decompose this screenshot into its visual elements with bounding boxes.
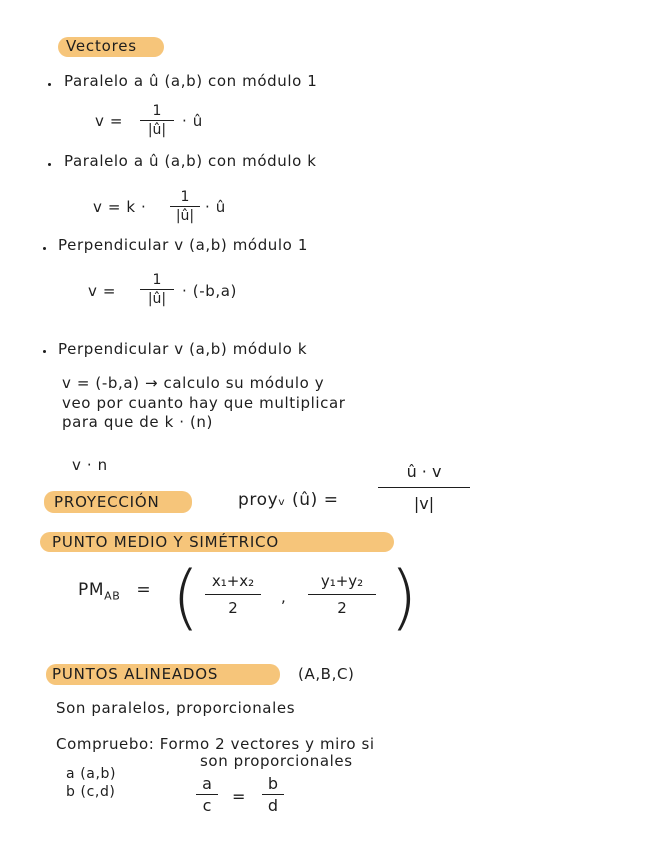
fraction-bar xyxy=(140,289,174,290)
formula-1-den: |û| xyxy=(147,122,167,138)
proyeccion-fraction xyxy=(378,462,470,513)
pm-lhs xyxy=(78,580,151,602)
pm-label: PM xyxy=(78,580,105,600)
bullet xyxy=(48,83,51,86)
fraction-bar xyxy=(308,594,376,595)
alineados-line-1: Son paralelos, proporcionales xyxy=(56,699,296,717)
pm-fraction-y xyxy=(308,572,376,617)
fraction-bar xyxy=(262,794,284,795)
formula-1-lhs: v = xyxy=(95,112,124,130)
ratio-a-num: a xyxy=(202,774,212,793)
pm-comma: , xyxy=(281,588,287,606)
pm-eq: = xyxy=(136,580,152,600)
fraction-bar xyxy=(205,594,261,595)
formula-2-num: 1 xyxy=(180,189,190,205)
proyeccion-title: PROYECCIÓN xyxy=(54,493,160,511)
ratio-b-den: d xyxy=(267,796,279,815)
paralelo-modulo-k-text: Paralelo a û (a,b) con módulo k xyxy=(64,152,317,170)
vector-a: a (a,b) xyxy=(66,766,117,782)
formula-2-rhs: · û xyxy=(205,198,226,216)
formula-3-lhs: v = xyxy=(88,282,117,300)
perpendicular-modulo-1-text: Perpendicular v (a,b) módulo 1 xyxy=(58,236,308,254)
alineados-line-2: Compruebo: Formo 2 vectores y miro si xyxy=(56,735,375,753)
fraction-bar xyxy=(196,794,218,795)
pm-num-x: x₁+x₂ xyxy=(211,572,255,590)
bullet xyxy=(43,247,46,250)
formula-3-rhs: · (-b,a) xyxy=(182,282,237,300)
alineados-line-3: son proporcionales xyxy=(200,752,353,770)
formula-1-rhs: · û xyxy=(182,112,203,130)
perpendicular-line-4: v · n xyxy=(72,456,108,474)
formula-3-fraction xyxy=(140,272,174,307)
alineados-title: PUNTOS ALINEADOS xyxy=(52,665,219,683)
formula-2-fraction xyxy=(170,189,200,224)
paralelo-modulo-1-text: Paralelo a û (a,b) con módulo 1 xyxy=(64,72,318,90)
formula-2-lhs: v = k · xyxy=(93,198,147,216)
perpendicular-line-1: v = (-b,a) → calculo su módulo y xyxy=(62,374,325,392)
perpendicular-line-3: para que de k · (n) xyxy=(62,413,213,431)
ratio-b-num: b xyxy=(267,774,279,793)
fraction-bar xyxy=(170,206,200,207)
left-paren: ( xyxy=(172,556,200,638)
fraction-bar xyxy=(140,120,174,121)
punto-medio-title: PUNTO MEDIO Y SIMÉTRICO xyxy=(52,533,279,551)
ratio-a-den: c xyxy=(202,796,212,815)
pm-den-y: 2 xyxy=(337,599,347,617)
ratio-eq: = xyxy=(232,787,247,806)
formula-2-den: |û| xyxy=(175,208,195,224)
proyeccion-num: û · v xyxy=(406,462,442,481)
pm-den-x: 2 xyxy=(228,599,238,617)
vectores-title: Vectores xyxy=(66,37,137,55)
right-paren: ) xyxy=(390,556,418,638)
ratio-b-d xyxy=(262,774,284,815)
fraction-bar xyxy=(378,487,470,488)
formula-3-den: |û| xyxy=(147,291,167,307)
bullet xyxy=(48,163,51,166)
perpendicular-modulo-k-text: Perpendicular v (a,b) módulo k xyxy=(58,340,308,358)
bullet xyxy=(43,350,46,353)
pm-sub: AB xyxy=(104,589,121,603)
formula-3-num: 1 xyxy=(152,272,162,288)
alineados-points: (A,B,C) xyxy=(298,665,355,683)
formula-1-num: 1 xyxy=(152,103,162,119)
vector-b: b (c,d) xyxy=(66,784,116,800)
pm-fraction-x xyxy=(205,572,261,617)
ratio-a-c xyxy=(196,774,218,815)
perpendicular-line-2: veo por cuanto hay que multiplicar xyxy=(62,394,346,412)
formula-1-fraction xyxy=(140,103,174,138)
proyeccion-den: |v| xyxy=(413,494,435,513)
proyeccion-lhs: proyᵥ (û) = xyxy=(238,490,339,510)
pm-num-y: y₁+y₂ xyxy=(320,572,364,590)
